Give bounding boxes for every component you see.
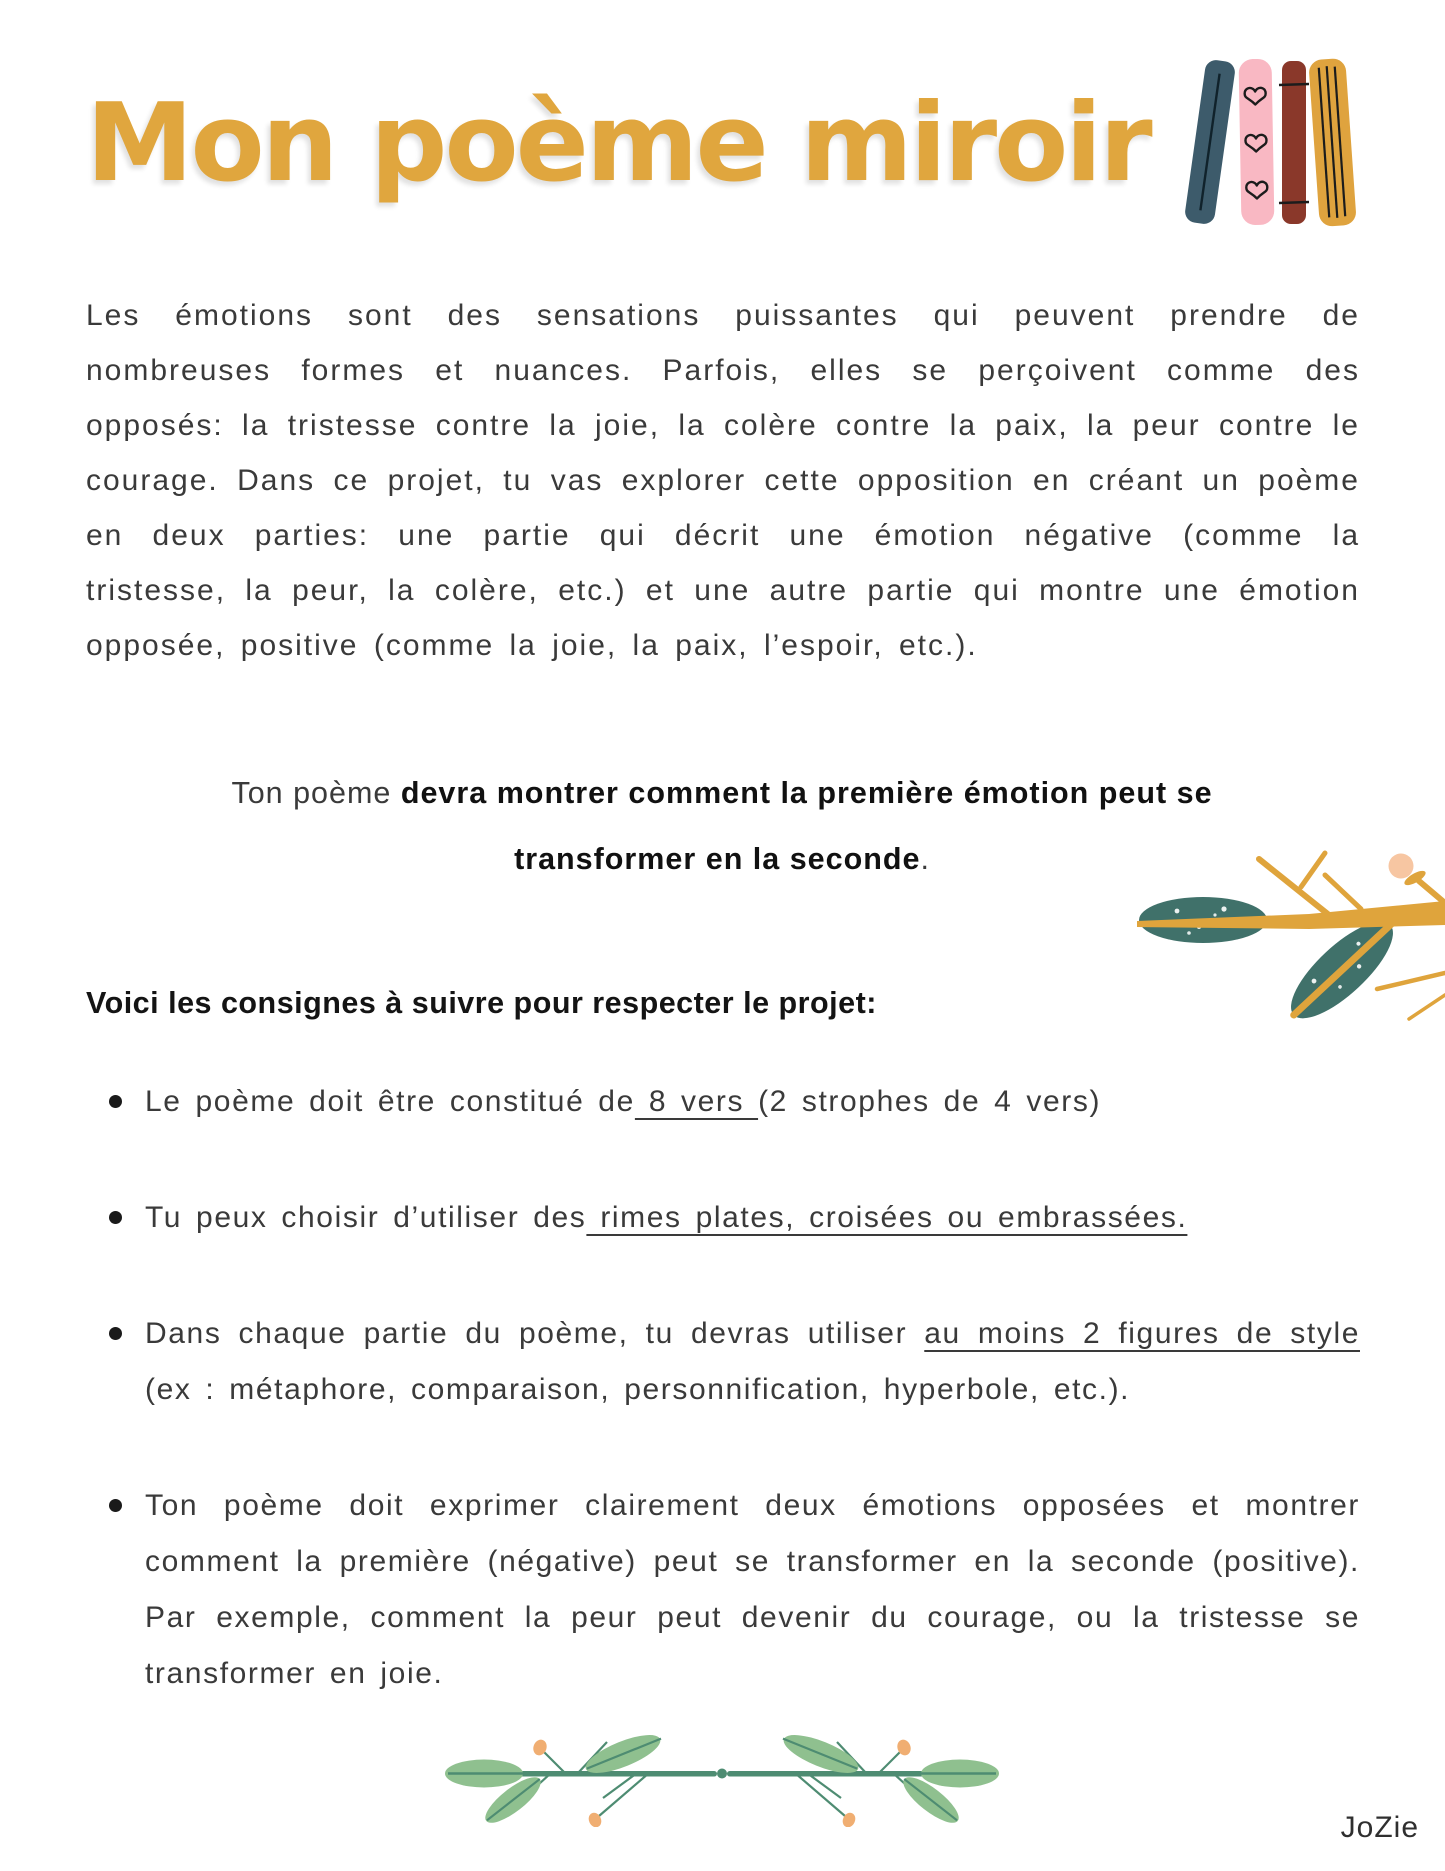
divider-right-branch xyxy=(727,1732,999,1827)
branch-twigs-upper xyxy=(1259,853,1361,915)
books-icon xyxy=(1180,55,1360,230)
divider-left-branch xyxy=(445,1732,717,1827)
branch-decoration-icon xyxy=(1129,845,1445,1060)
signature: JoZie xyxy=(1340,1811,1419,1844)
consigne-item-rimes: Tu peux choisir d’utiliser des rimes plates, croisées ou embrassées. xyxy=(107,1190,1360,1246)
mirror-statement-suffix: . xyxy=(920,842,930,876)
consignes-list xyxy=(107,1074,1360,1762)
mirror-statement-bold: devra montrer comment la première émotion peut se transformer en la seconde xyxy=(400,776,1213,876)
mirror-statement-prefix: Ton poème xyxy=(231,776,401,810)
branch-twigs-lower xyxy=(1377,973,1445,1019)
underlined-text: rimes plates, croisées ou embrassées. xyxy=(586,1201,1188,1234)
branch-berry xyxy=(1389,854,1445,904)
book-maroon xyxy=(1279,61,1309,224)
mirror-statement xyxy=(142,760,1302,892)
consigne-item-figures: Dans chaque partie du poème, tu devras utiliser au moins 2 figures de style (ex : métaphore, comparaison, personnification, hyperbole, etc.). xyxy=(107,1306,1360,1418)
underlined-text: au moins 2 figures de style xyxy=(924,1317,1360,1350)
divider-decoration-icon xyxy=(427,1732,1017,1827)
consigne-item-emotions: Ton poème doit exprimer clairement deux émotions opposées et montrer comment la première (négative) peut se transformer en la seconde (positive). Par exemple, comment la peur peut devenir du courage, ou la tristesse se transformer en joie. xyxy=(107,1478,1360,1702)
underlined-text: 8 vers xyxy=(634,1085,759,1118)
divider-center-dot xyxy=(717,1769,727,1779)
consigne-item-vers: Le poème doit être constitué de 8 vers (2 strophes de 4 vers) xyxy=(107,1074,1360,1130)
book-mustard xyxy=(1308,58,1357,227)
intro-paragraph: Les émotions sont des sensations puissantes qui peuvent prendre de nombreuses formes et nuances. Parfois, elles se perçoivent comme des opposés: la tristesse contre la joie, la colère contre la paix, la peur contre le courage. Dans ce projet, tu vas explorer cette opposition en créant un poème en deux parties: une partie qui décrit une émotion négative (comme la tristesse, la peur, la colère, etc.) et une autre partie qui montre une émotion opposée, positive (comme la joie, la paix, l’espoir, etc.). xyxy=(86,299,1360,662)
book-pink-hearts xyxy=(1239,59,1275,226)
consignes-heading: Voici les consignes à suivre pour respecter le projet: xyxy=(86,986,877,1020)
book-teal xyxy=(1184,59,1237,226)
page-title: Mon poème miroir xyxy=(86,81,1150,206)
